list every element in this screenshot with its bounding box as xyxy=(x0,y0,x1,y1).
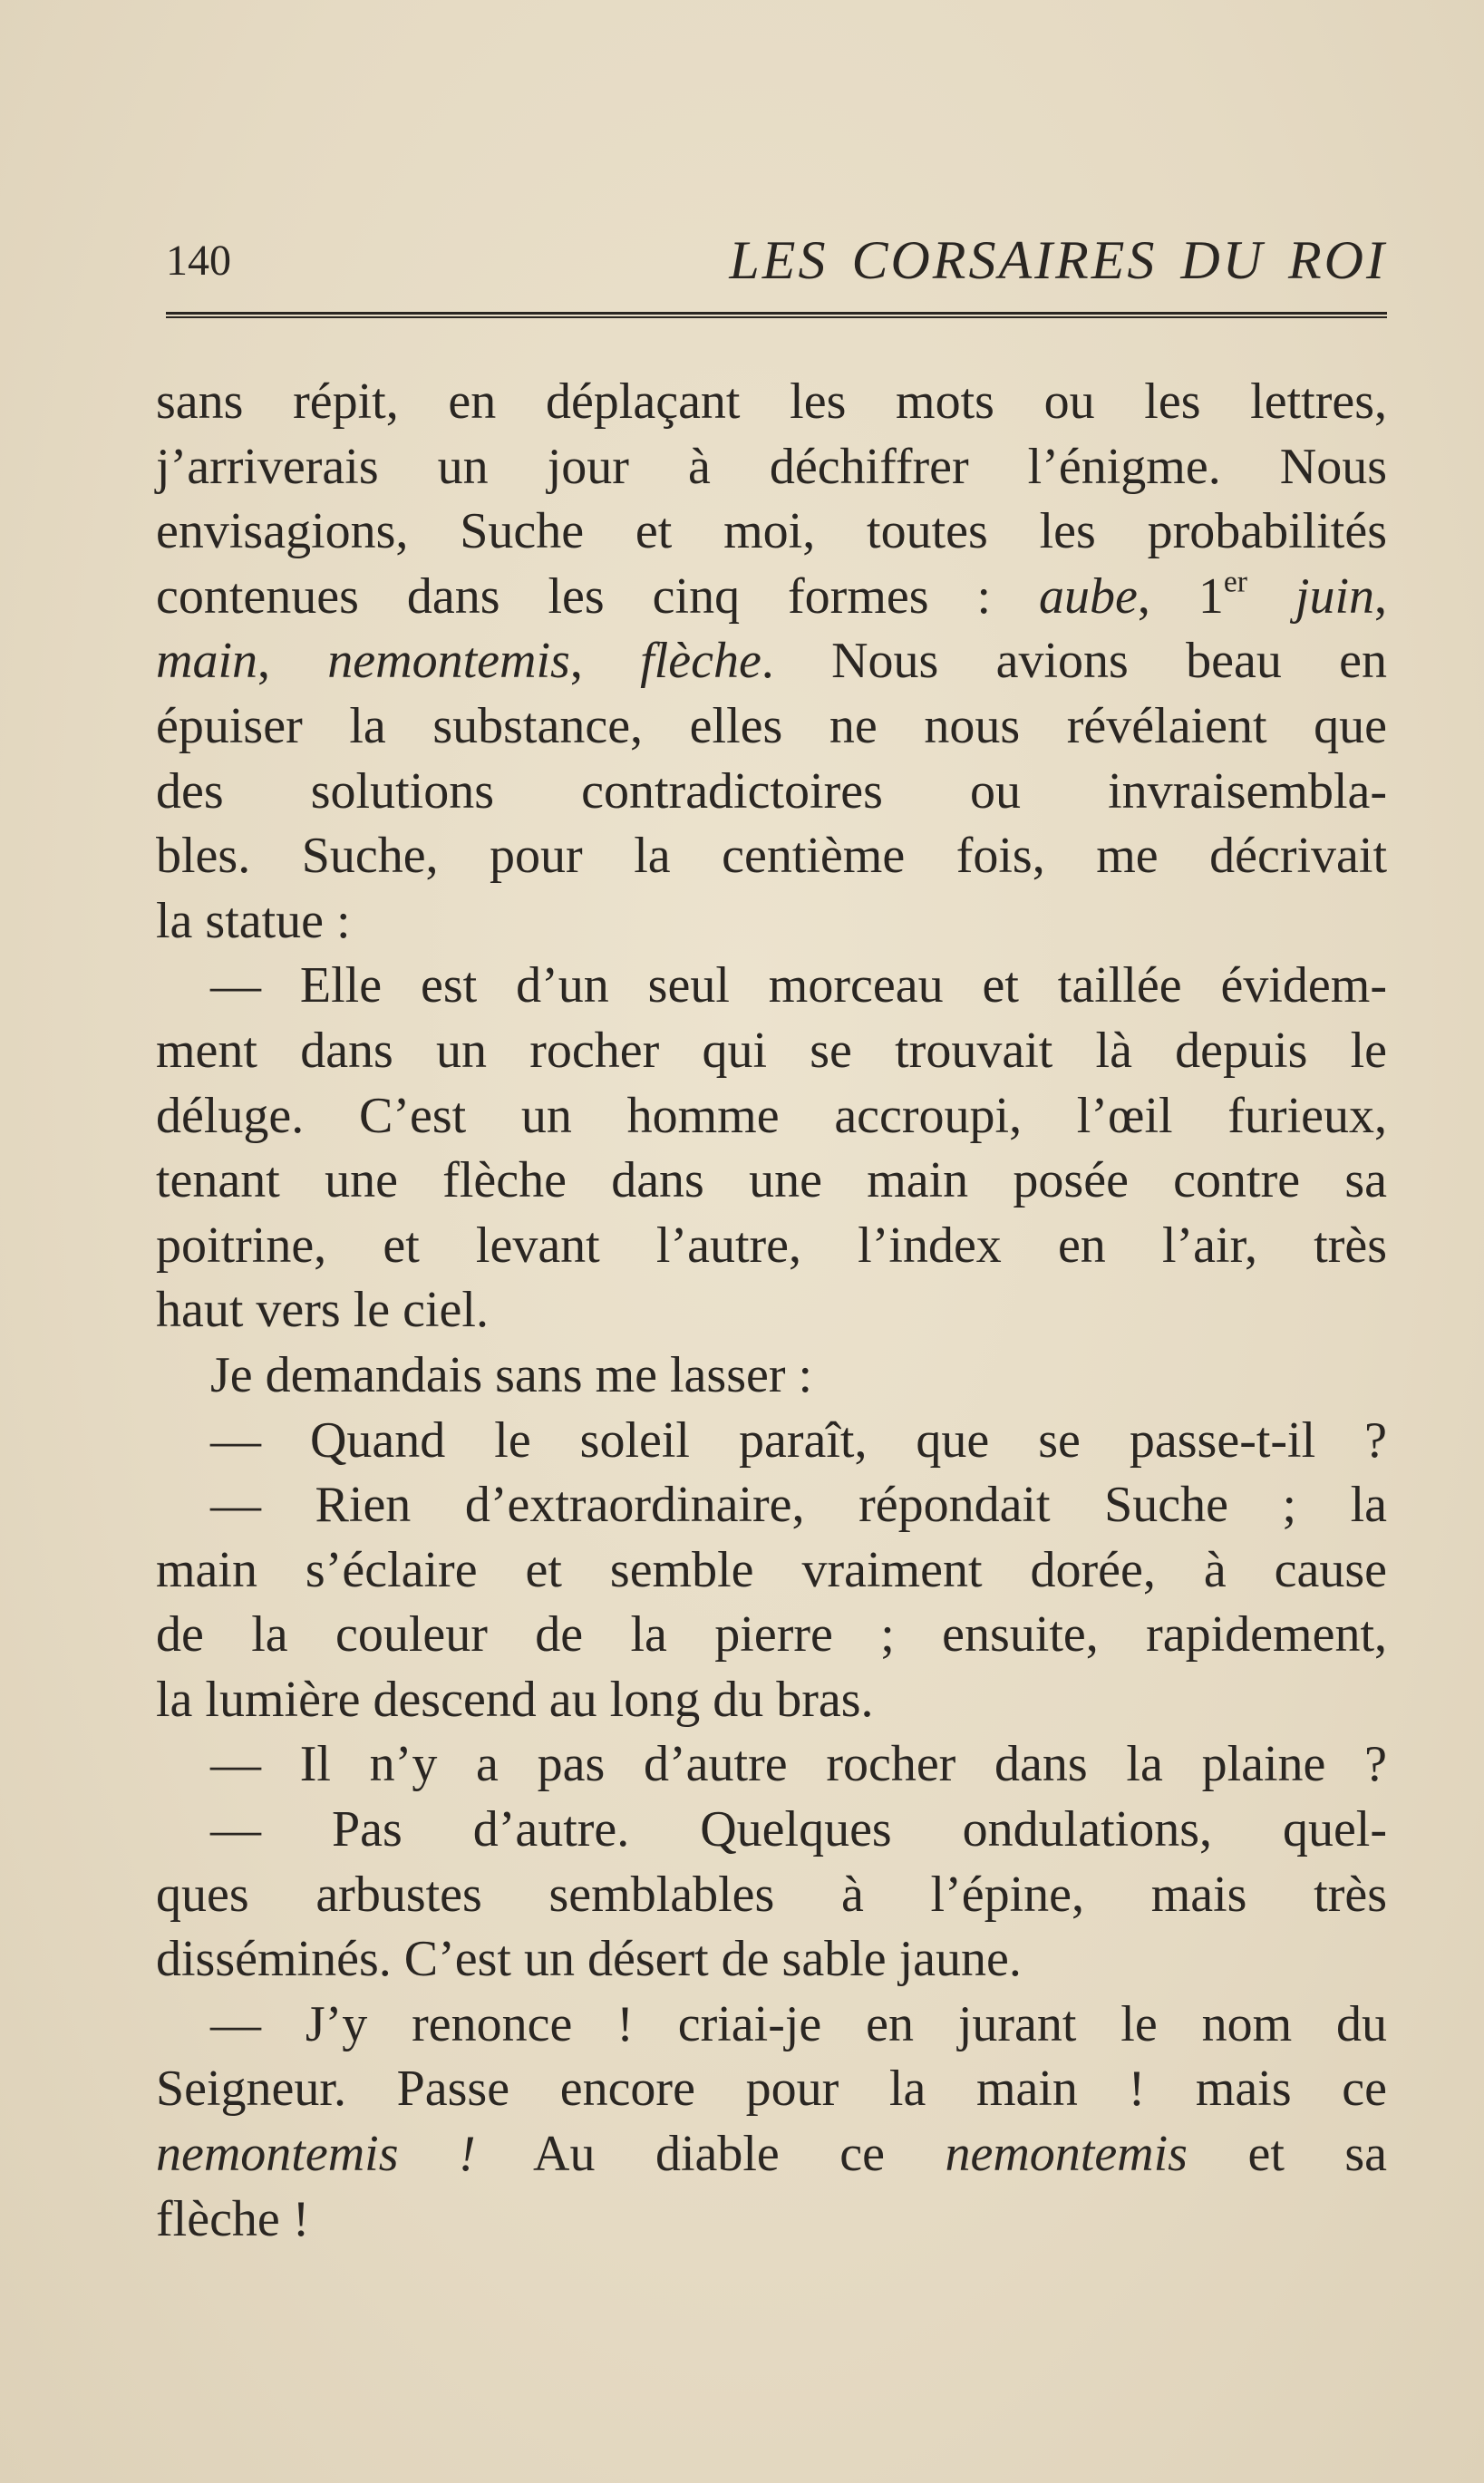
text-line: la lumière descend au long du bras. xyxy=(156,1671,874,1728)
text-line: disséminés. C’est un désert de sable jaune. xyxy=(156,1931,1022,1988)
text-line: des solutions contradictoires ou invraisembla- xyxy=(156,762,1387,820)
italic-word: nemontemis ! xyxy=(156,2126,476,2183)
text-line: Seigneur. Passe encore pour la main ! mais ce xyxy=(156,2061,1387,2118)
text-line: — J’y renonce ! criai-je en jurant le nom du xyxy=(210,1995,1387,2052)
text-line: — Pas d’autre. Quelques ondulations, quel- xyxy=(210,1801,1387,1858)
italic-word: aube xyxy=(1039,567,1138,625)
body-text xyxy=(156,370,1387,2252)
text-line: main s’éclaire et semble vraiment dorée, à cause xyxy=(156,1541,1387,1598)
text-line: de la couleur de la pierre ; ensuite, rapidement, xyxy=(156,1606,1387,1663)
text-line: — Il n’y a pas d’autre rocher dans la plaine ? xyxy=(210,1736,1387,1793)
text-line: contenues dans les cinq formes : aube, 1er juin, xyxy=(156,565,1388,625)
text-line: ment dans un rocher qui se trouvait là depuis le xyxy=(156,1022,1387,1079)
text-line: j’arriverais un jour à déchiffrer l’énigme. Nous xyxy=(156,438,1387,495)
text-line: tenant une flèche dans une main posée contre sa xyxy=(156,1152,1387,1209)
text-line: — Rien d’extraordinaire, répondait Suche ; la xyxy=(210,1477,1387,1534)
header-rule xyxy=(166,312,1387,318)
text-line: ques arbustes semblables à l’épine, mais très xyxy=(156,1866,1387,1923)
italic-word: juin xyxy=(1295,567,1375,625)
text-line: nemontemis ! Au diable ce nemontemis et sa xyxy=(156,2126,1388,2183)
text-line: — Quand le soleil paraît, que se passe-t-il ? xyxy=(210,1411,1387,1469)
page-number: 140 xyxy=(166,237,231,285)
text-line: — Elle est d’un seul morceau et taillée évidem- xyxy=(210,957,1387,1014)
text-line: épuiser la substance, elles ne nous révélaient que xyxy=(156,697,1387,754)
text-line: envisagions, Suche et moi, toutes les probabilités xyxy=(156,503,1387,560)
text-line: bles. Suche, pour la centième fois, me décrivait xyxy=(156,828,1387,885)
text-line: Je demandais sans me lasser : xyxy=(210,1346,813,1403)
text-line: sans répit, en déplaçant les mots ou les lettres, xyxy=(156,373,1387,430)
text-line: déluge. C’est un homme accroupi, l’œil furieux, xyxy=(156,1087,1387,1144)
text-line: poitrine, et levant l’autre, l’index en l’air, très xyxy=(156,1217,1387,1274)
text-line: la statue : xyxy=(156,892,351,949)
italic-word: nemontemis xyxy=(327,633,570,690)
italic-word: nemontemis xyxy=(945,2126,1188,2183)
italic-word: flèche xyxy=(640,633,761,690)
italic-word: main xyxy=(156,633,257,690)
text-line: flèche ! xyxy=(156,2190,310,2247)
text-line: main, nemontemis, flèche. Nous avions beau en xyxy=(156,633,1387,690)
text-line: haut vers le ciel. xyxy=(156,1282,489,1339)
page-header xyxy=(166,228,1387,292)
running-title: LES CORSAIRES DU ROI xyxy=(729,230,1387,290)
